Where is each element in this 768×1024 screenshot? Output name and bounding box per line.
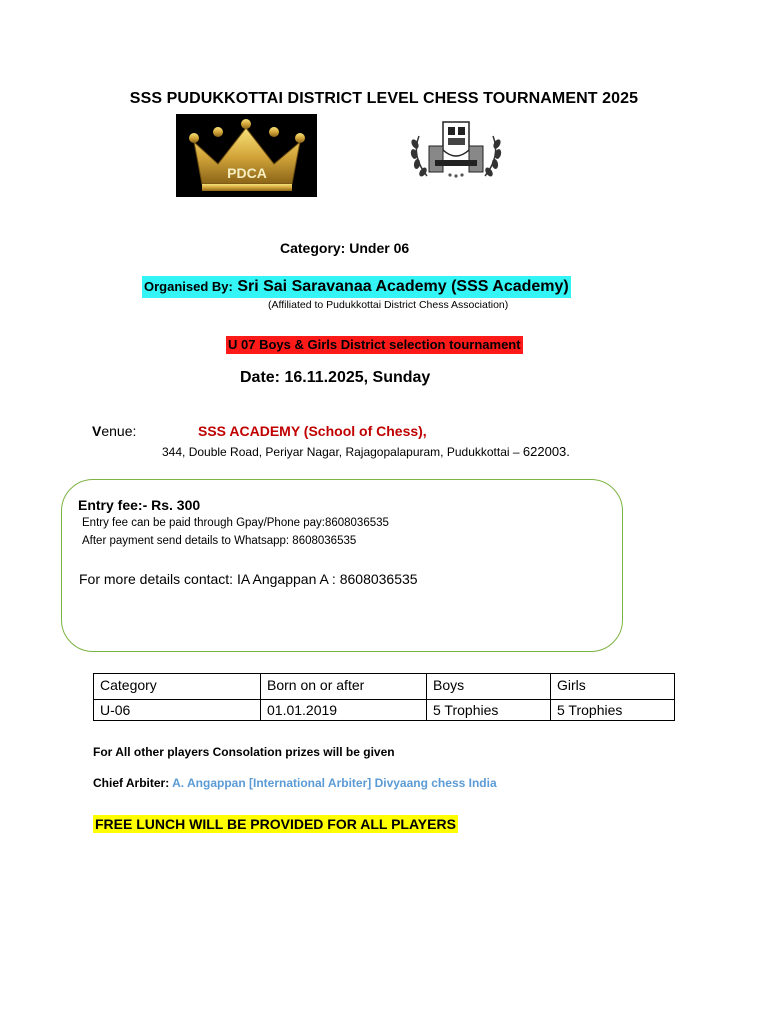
table-cell: 5 Trophies: [427, 700, 551, 721]
prize-table: [93, 673, 675, 721]
arbiter-name: A. Angappan [International Arbiter] Divyaang chess India: [172, 776, 497, 790]
table-header-cell: Girls: [551, 674, 675, 700]
organised-by-label: Organised By:: [144, 279, 233, 294]
payment-info: Entry fee can be paid through Gpay/Phone pay:8608036535: [82, 517, 389, 529]
table-cell: U-06: [94, 700, 261, 721]
pdca-logo-text: PDCA: [227, 165, 267, 181]
page-title: SSS PUDUKKOTTAI DISTRICT LEVEL CHESS TOURNAMENT 2025: [129, 90, 639, 107]
entry-fee: Entry fee:- Rs. 300: [78, 497, 201, 513]
pdca-crown-logo: [176, 114, 317, 197]
venue-address: [162, 444, 570, 459]
organiser-name: Sri Sai Saravanaa Academy (SSS Academy): [237, 278, 569, 295]
crown-logo-icon: [176, 114, 317, 197]
free-lunch-banner: FREE LUNCH WILL BE PROVIDED FOR ALL PLAYERS: [95, 816, 456, 832]
table-cell: 01.01.2019: [261, 700, 427, 721]
event-date: Date: 16.11.2025, Sunday: [240, 369, 431, 386]
affiliation-note: (Affiliated to Pudukkottai District Chess Association): [268, 299, 509, 311]
arbiter-label: Chief Arbiter:: [93, 776, 170, 790]
selection-tournament-banner: U 07 Boys & Girls District selection tournament: [228, 337, 521, 352]
table-cell: 5 Trophies: [551, 700, 675, 721]
venue-label: [92, 423, 136, 439]
venue-name: SSS ACADEMY (School of Chess),: [198, 423, 427, 439]
academy-emblem-icon: [405, 116, 507, 186]
table-row: [94, 700, 675, 721]
table-header-cell: Category: [94, 674, 261, 700]
venue-label-initial: V: [92, 423, 102, 439]
table-header-cell: Boys: [427, 674, 551, 700]
category-heading: Category: Under 06: [280, 240, 410, 256]
venue-label-rest: enue:: [101, 423, 137, 439]
after-payment-info: After payment send details to Whatsapp: 8608036535: [82, 535, 357, 547]
contact-info: For more details contact: IA Angappan A : 8608036535: [79, 571, 418, 587]
organised-by-banner: [142, 276, 571, 298]
venue-address-line: 344, Double Road, Periyar Nagar, Rajagopalapuram, Pudukkottai –: [162, 445, 520, 459]
consolation-note: For All other players Consolation prizes will be given: [93, 745, 395, 759]
venue-pincode: 622003.: [522, 444, 570, 459]
table-header-row: [94, 674, 675, 700]
table-header-cell: Born on or after: [261, 674, 427, 700]
academy-emblem: [405, 116, 507, 186]
chief-arbiter: [93, 776, 497, 790]
